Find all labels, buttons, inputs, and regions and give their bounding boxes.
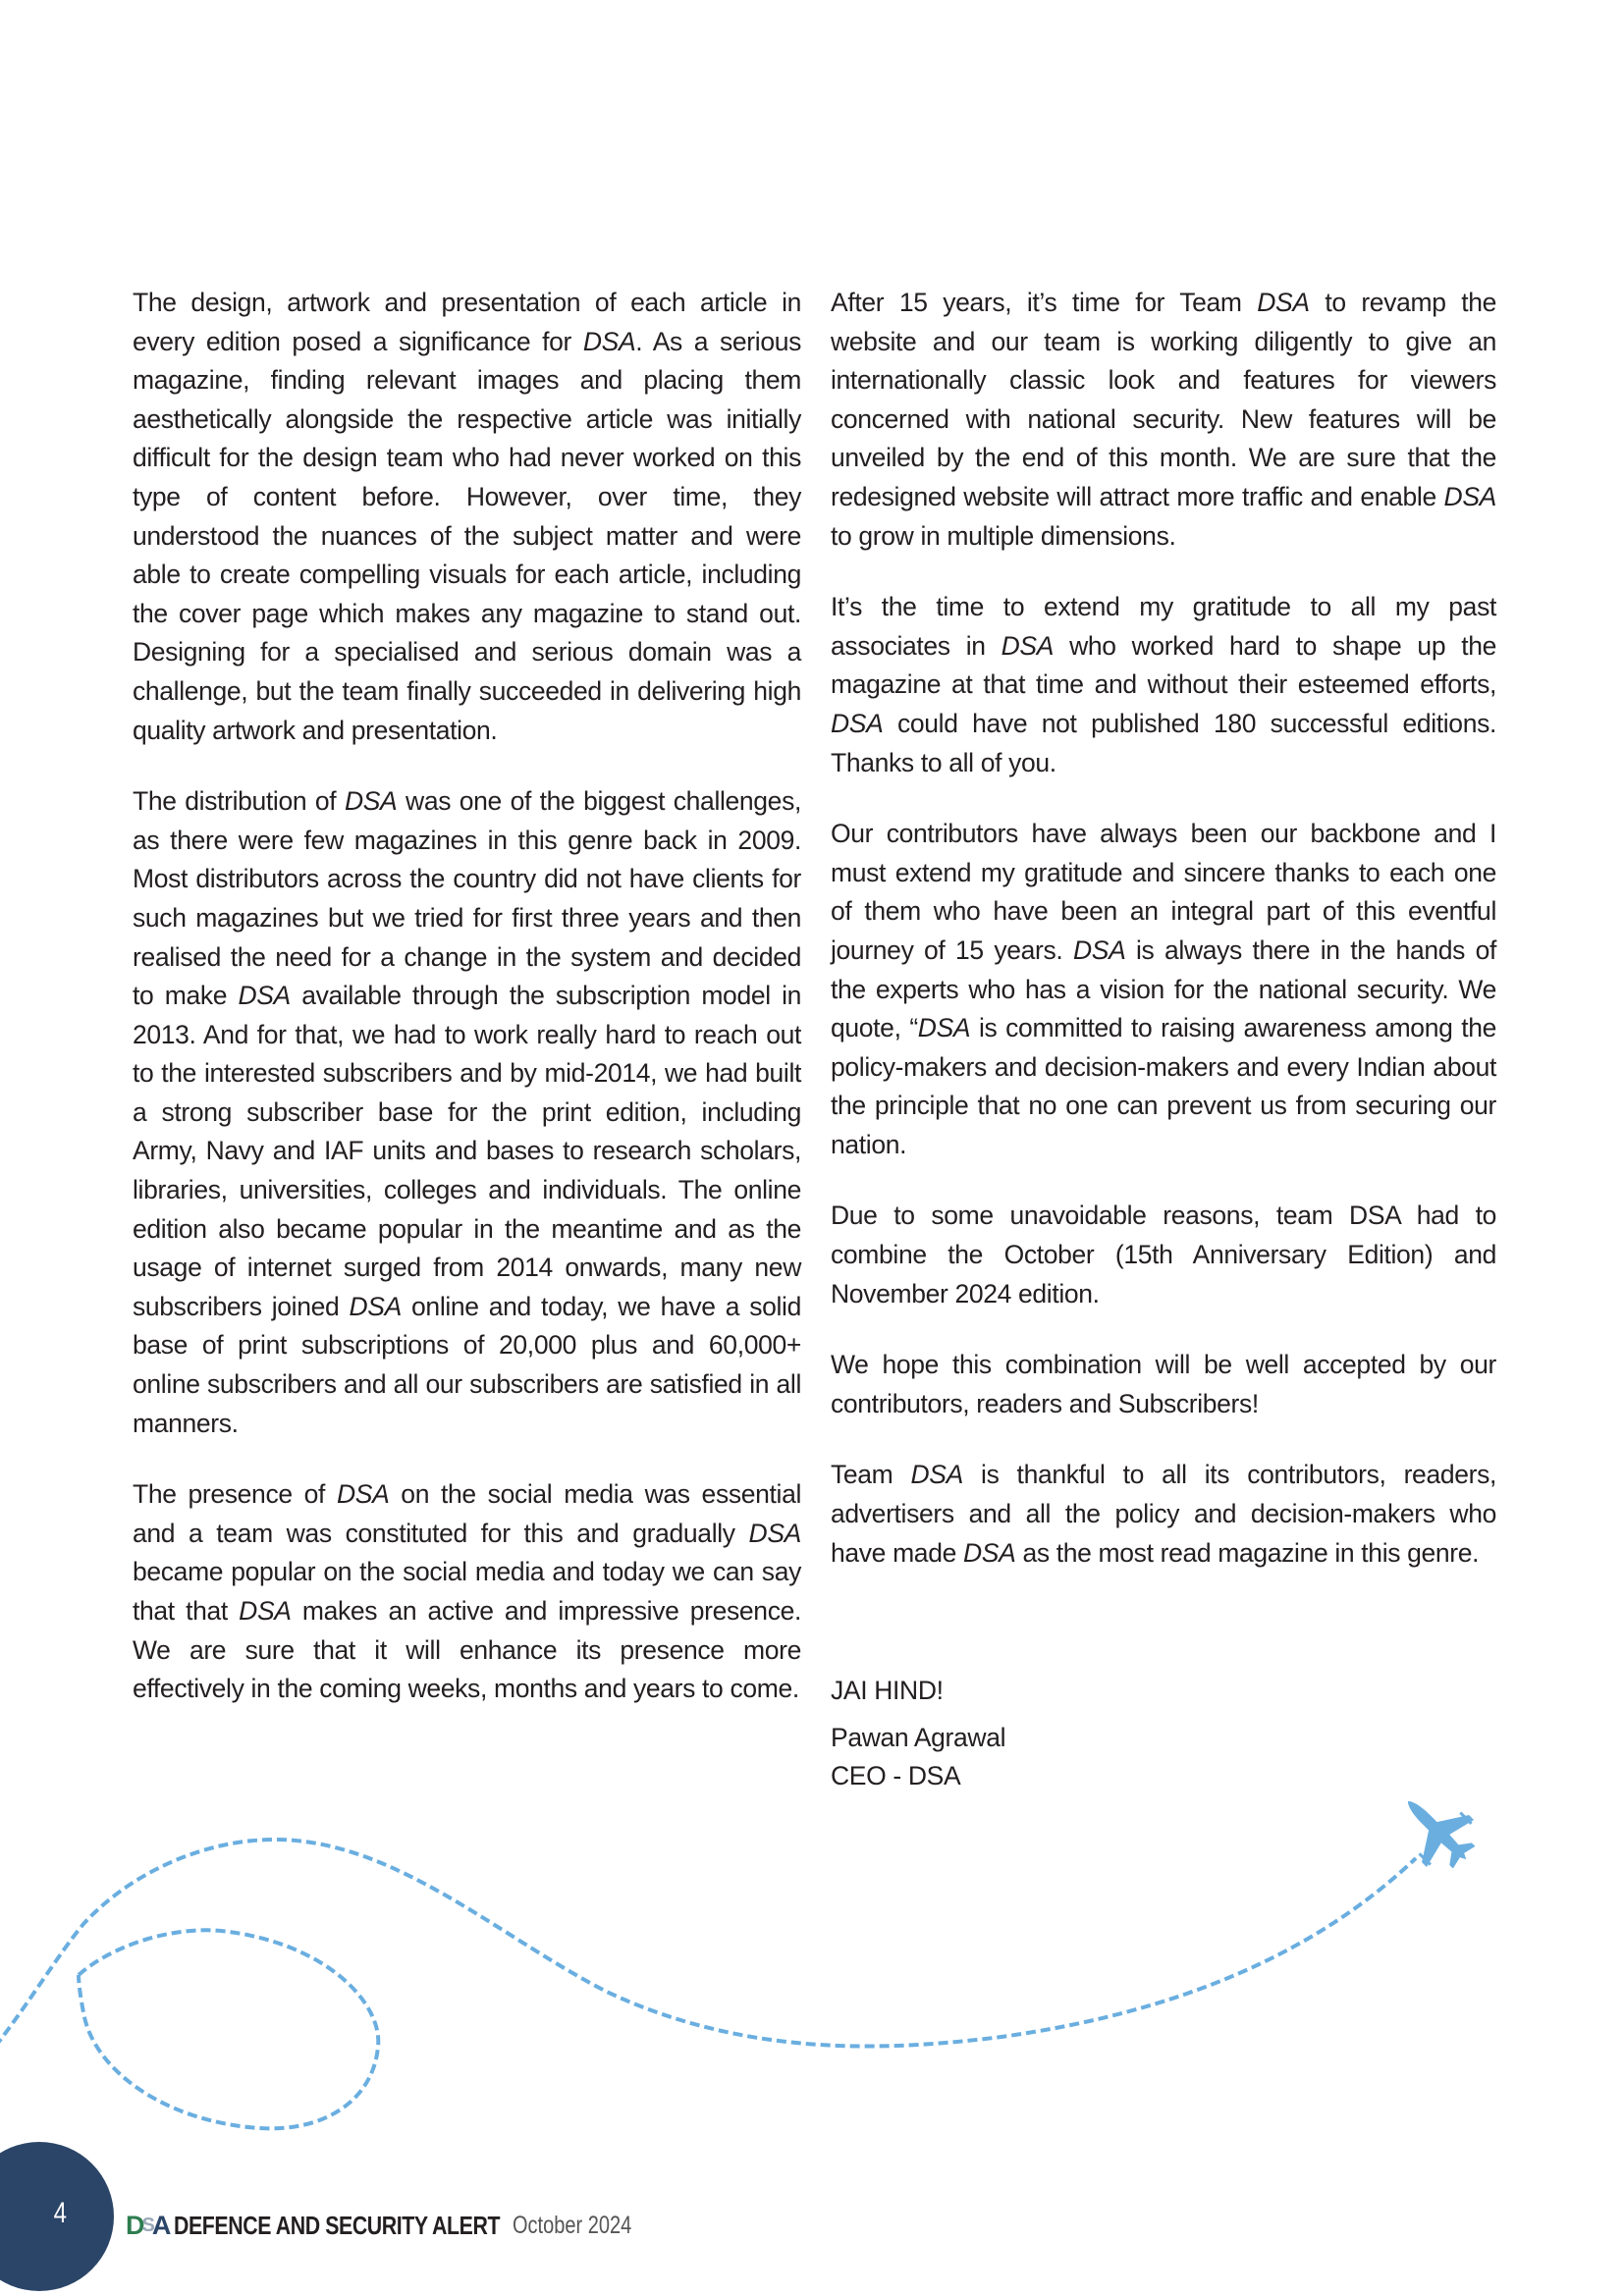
paragraph-website bbox=[831, 284, 1496, 556]
text: Due to some unavoidable reasons, team DSA had to combine the October (15th Anniversary Edition) and November 2024 edition. bbox=[831, 1201, 1496, 1308]
text: Our contributors have always been our backbone and I must extend my gratitude and sincere thanks to each one of them who have been an integral part of this eventful journey of 15 years. bbox=[831, 819, 1496, 965]
paragraph-distribution bbox=[133, 782, 801, 1443]
dsa-italic: DSA bbox=[1001, 630, 1055, 661]
logo-letter-d: D bbox=[126, 2211, 142, 2240]
author-name: Pawan Agrawal bbox=[831, 1722, 1006, 1752]
paragraph-artwork bbox=[133, 284, 801, 750]
paragraph-gratitude-associates bbox=[831, 588, 1496, 782]
text: It’s the time to extend my gratitude to all my past associates in bbox=[831, 592, 1496, 661]
dsa-logo bbox=[126, 2211, 169, 2240]
text: available through the subscription model in 2013. And for that, we had to work really hard to reach out to the interested subscribers and by mid-2014, we had built a strong subscriber base for the print edition, including Army, Navy and IAF units and bases to research scholars, libraries, universities, colleges and individuals. The online edition also became popular in the meantime and as the usage of internet surged from 2014 onwards, many new subscribers joined bbox=[133, 981, 801, 1321]
text: is always there in the hands of the experts who has a vision for the national security. We quote, “ bbox=[831, 934, 1496, 1043]
paragraph-contributors bbox=[831, 815, 1496, 1164]
issue-date: October 2024 bbox=[513, 2211, 632, 2239]
text: . As a serious magazine, finding relevant images and placing them aesthetically alongside the respective article was initially difficult for the design team who had never worked on this type of content before. However, over time, they understood the nuances of the subject matter and were able to create compelling visuals for each article, including the cover page which makes any magazine to stand out. Designing for a specialised and serious domain was a challenge, but the team finally succeeded in delivering high quality artwork and presentation. bbox=[133, 326, 801, 745]
text: could have not published 180 successful editions. Thanks to all of you. bbox=[831, 708, 1496, 777]
text: to revamp the website and our team is working diligently to give an internationally classic look and features for viewers concerned with national security. New features will be unveiled by the end of this month. We are sure that the redesigned website will attract more traffic and enable bbox=[831, 288, 1496, 511]
author-title: CEO - DSA bbox=[831, 1761, 961, 1791]
paragraph-combined-edition bbox=[831, 1197, 1496, 1313]
dsa-italic: DSA bbox=[962, 1537, 1016, 1568]
dsa-italic: DSA bbox=[910, 1460, 963, 1490]
signoff bbox=[831, 1672, 1496, 1796]
text: who worked hard to shape up the magazine at that time and without their esteemed efforts, bbox=[831, 630, 1496, 700]
article-left-column bbox=[133, 284, 801, 1741]
dsa-italic: DSA bbox=[238, 981, 291, 1011]
text: online and today, we have a solid base of print subscriptions of 20,000 plus and 60,000+ online subscribers and all our subscribers are satisfied in all manners. bbox=[133, 1291, 801, 1438]
text: to grow in multiple dimensions. bbox=[831, 520, 1176, 551]
text: is committed to raising awareness among the policy-makers and decision-makers and every Indian about the principle that no one can prevent us from securing our nation. bbox=[831, 1013, 1496, 1159]
dsa-italic: DSA bbox=[748, 1518, 801, 1548]
logo-letter-a: A bbox=[151, 2211, 169, 2240]
paragraph-thanks bbox=[831, 1456, 1496, 1573]
dsa-italic: DSA bbox=[917, 1013, 971, 1043]
text: The distribution of bbox=[133, 786, 345, 817]
dashed-loop bbox=[79, 1930, 378, 2128]
text: Team bbox=[831, 1460, 911, 1490]
dsa-italic: DSA bbox=[831, 708, 884, 738]
dsa-italic: DSA bbox=[1072, 934, 1126, 965]
text: We hope this combination will be well accepted by our contributors, readers and Subscribers! bbox=[831, 1350, 1496, 1418]
dsa-italic: DSA bbox=[349, 1291, 402, 1321]
paragraph-hope bbox=[831, 1346, 1496, 1423]
text: The design, artwork and presentation of each article in every edition posed a significance for bbox=[133, 288, 801, 356]
dashed-flight-path bbox=[0, 1840, 1416, 2047]
text: After 15 years, it’s time for Team bbox=[831, 288, 1258, 317]
text: was one of the biggest challenges, as there were few magazines in this genre back in 2009. Most distributors across the country did not have clients for such magazines but we tried for first three years and then realised the need for a change in the system and decided to make bbox=[133, 786, 801, 1011]
text: became popular on the social media and today we can say that that bbox=[133, 1557, 801, 1626]
salutation: JAI HIND! bbox=[831, 1676, 944, 1706]
spacer bbox=[831, 1605, 1496, 1672]
footer bbox=[126, 2211, 662, 2240]
dsa-italic: DSA bbox=[239, 1596, 292, 1626]
dsa-italic: DSA bbox=[336, 1479, 390, 1510]
dsa-italic: DSA bbox=[582, 326, 636, 356]
page-number: 4 bbox=[53, 2197, 68, 2229]
publication-name: DEFENCE AND SECURITY ALERT bbox=[174, 2210, 501, 2240]
logo-letter-s: S bbox=[141, 2215, 152, 2236]
text: makes an active and impressive presence. We are sure that it will enhance its presence more effectively in the coming weeks, months and years to come. bbox=[133, 1596, 801, 1704]
text: The presence of bbox=[133, 1479, 337, 1510]
dsa-italic: DSA bbox=[1257, 288, 1310, 317]
text: is thankful to all its contributors, readers, advertisers and all the policy and decision-makers who have made bbox=[831, 1460, 1496, 1568]
article-right-column bbox=[831, 284, 1496, 1796]
dsa-italic: DSA bbox=[1443, 481, 1496, 511]
text: on the social media was essential and a team was constituted for this and gradually bbox=[133, 1479, 801, 1548]
dsa-italic: DSA bbox=[344, 786, 398, 817]
paragraph-social-media bbox=[133, 1475, 801, 1709]
text: as the most read magazine in this genre. bbox=[1015, 1537, 1480, 1568]
